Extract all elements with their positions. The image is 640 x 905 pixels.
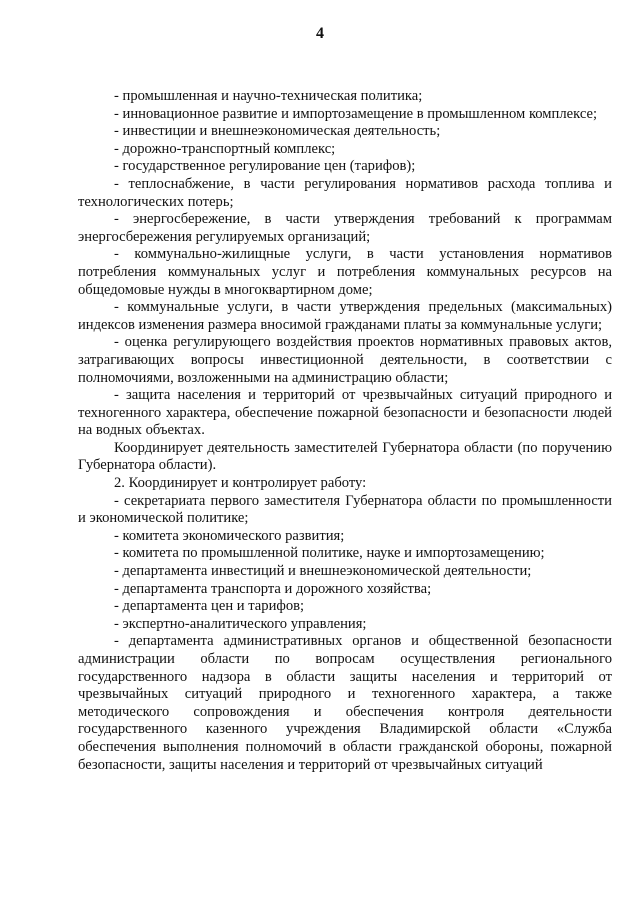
list-item: - инновационное развитие и импортозамещение в промышленном комплексе;: [114, 105, 598, 122]
list-item: - коммунально-жилищные услуги, в части установления нормативов потребления коммунальных услуг и потребления коммунальных ресурсов на общедомовые нужды в многоквартирном доме;: [78, 246, 612, 298]
list-item: - комитета по промышленной политике, науке и импортозамещению;: [114, 545, 545, 562]
list-item: - департамента инвестиций и внешнеэкономической деятельности;: [114, 563, 532, 580]
list-item: - государственное регулирование цен (тарифов);: [114, 158, 416, 175]
list-item: - защита населения и территорий от чрезвычайных ситуаций природного и техногенного характера, обеспечение пожарной безопасности и безопасности людей на водных объектах.: [78, 387, 612, 439]
list-item: - комитета экономического развития;: [114, 527, 345, 544]
list-item: - департамента цен и тарифов;: [114, 598, 305, 615]
list-item: - инвестиции и внешнеэкономическая деятельность;: [114, 123, 441, 140]
list-item: - оценка регулирующего воздействия проектов нормативных правовых актов, затрагивающих вопросы инвестиционной деятельности, в соответствии с полномочиями, возложенными на администрацию области;: [78, 334, 612, 386]
section-heading: 2. Координирует и контролирует работу:: [114, 475, 367, 492]
document-body: [78, 88, 612, 774]
list-item: - промышленная и научно-техническая политика;: [114, 88, 423, 104]
coordination-paragraph: Координирует деятельность заместителей Губернатора области (по поручению Губернатора области).: [78, 439, 612, 474]
list-item: - энергосбережение, в части утверждения требований к программам энергосбережения регулируемых организаций;: [78, 211, 612, 245]
list-item: - экспертно-аналитического управления;: [114, 615, 367, 632]
list-item: - коммунальные услуги, в части утверждения предельных (максимальных) индексов изменения размера вносимой гражданами платы за коммунальные услуги;: [78, 299, 612, 333]
list-item: - департамента административных органов и общественной безопасности администрации области по вопросам осуществления регионального государственного надзора в области защиты населения и территорий от чрезвычайных ситуаций природного и техногенного характера, а также методического сопровождения и обеспечения контроля деятельности государственного казенного учреждения Владимирской области «Служба обеспечения выполнения полномочий в области гражданской обороны, пожарной безопасности, защиты населения и территорий от чрезвычайных ситуаций: [78, 633, 612, 773]
list-item: - теплоснабжение, в части регулирования нормативов расхода топлива и технологических потерь;: [78, 175, 612, 210]
list-item: - департамента транспорта и дорожного хозяйства;: [114, 580, 432, 597]
list-item: - дорожно-транспортный комплекс;: [114, 140, 336, 157]
list-item: - секретариата первого заместителя Губернатора области по промышленности и экономической политике;: [78, 492, 612, 527]
page-number: 4: [316, 25, 324, 42]
